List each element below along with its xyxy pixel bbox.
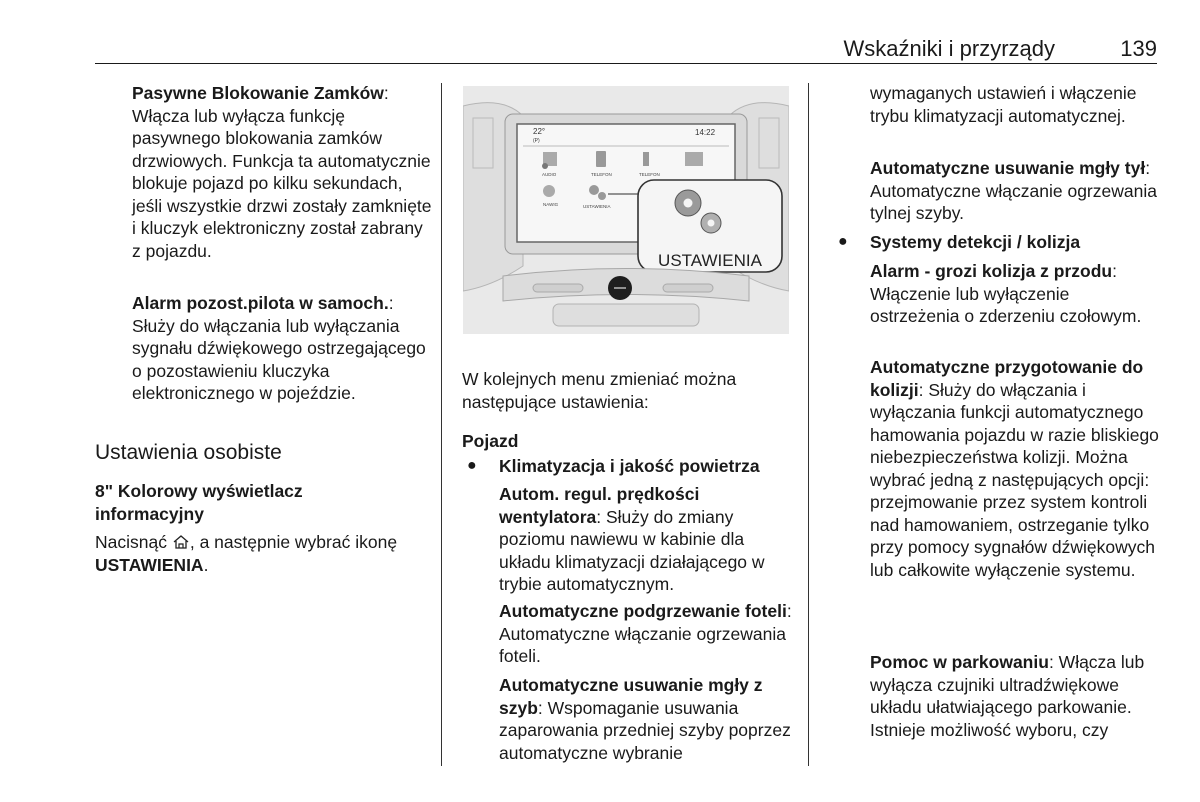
section-heading: Ustawienia osobiste: [95, 441, 282, 464]
setting-description: Włącza lub wyłącza funkcję pasywnego blokowania zamków drzwiowych. Funkcja ta automatycznie blokuje pojazd po kilku sekundach, jeśli wszystkie drzwi zostały zamknięte i kluczyk elektroniczny został zabrany z pojazdu.: [132, 105, 432, 261]
bullet-dot-icon: ●: [838, 233, 848, 250]
instruction-keyword: USTAWIENIA: [95, 554, 204, 575]
intro-text: W kolejnych menu zmieniać można następujące ustawienia:: [462, 369, 737, 412]
running-title: Wskaźniki i przyrządy: [843, 36, 1055, 61]
setting-collision-prep: Automatyczne przygotowanie do kolizji: Służy do włączania i wyłączania funkcji automatycznego hamowania pojazdu w razie bliskiego niebezpieczeństwa kolizji. Można wybrać jedną z następujących opcji: przejmowanie przez system kontroli nad hamowaniem, ostrzeganie tylko przy pomocy sygnałów dźwiękowych lub całkowite wyłączenie systemu.: [870, 357, 1159, 580]
setting-description: Służy do zmiany poziomu nawiewu w kabinie dla układu klimatyzacji działającego w trybie automatycznym.: [499, 506, 765, 594]
setting-title: Automatyczne usuwanie mgły tył: [870, 158, 1146, 178]
home-icon: [172, 534, 190, 550]
infotainment-figure: [463, 86, 789, 334]
svg-text:(P): (P): [533, 138, 540, 144]
page-header: [95, 33, 1157, 64]
setting-description: Służy do włączania i wyłączania funkcji automatycznego hamowania pojazdu w razie bliskiego niebezpieczeństwa kolizji. Można wybrać jedną z następujących opcji: przejmowanie przez system kontroli nad hamowaniem, ostrzeganie tylko przy pomocy sygnałów dźwiękowych lub całkowite wyłączenie systemu.: [870, 379, 1159, 580]
setting-title: Pasywne Blokowanie Zamków: [132, 83, 384, 103]
setting-title: Automatyczne przygotowanie do kolizji: [870, 357, 1144, 400]
screen-icon-label: NAWIG: [543, 202, 559, 207]
bullet-item: [833, 231, 1163, 254]
continued-text: wymaganych ustawień i włączenie trybu klimatyzacji automatycznej.: [870, 83, 1137, 126]
setting-fan-speed: Autom. regul. prędkości wentylatora: Służy do zmiany poziomu nawiewu w kabinie dla układu klimatyzacji działającego w trybie automatycznym.: [499, 484, 765, 594]
page-number: 139: [1120, 36, 1157, 61]
callout-label: USTAWIENIA: [658, 251, 762, 270]
bullet-label: Klimatyzacja i jakość powietrza: [499, 456, 760, 476]
instruction-part: Nacisnąć: [95, 532, 172, 552]
setting-rear-defog: Automatyczne usuwanie mgły tył: Automatyczne włączanie ogrzewania tylnej szyby.: [870, 158, 1157, 223]
setting-defog: Automatyczne usuwanie mgły z szyb: Wspomaganie usuwania zaparowania przedniej szyby poprzez automatyczne wybranie: [499, 675, 791, 763]
setting-title: Alarm - grozi kolizja z przodu: [870, 261, 1113, 281]
setting-description: Włącza lub wyłącza czujniki ultradźwiękowe układu ułatwiającego parkowanie. Istnieje możliwość wyboru, czy: [870, 652, 1145, 740]
instruction-text: [95, 531, 405, 576]
screen-icon-label: AUDIO: [542, 172, 557, 177]
setting-description: Włączenie lub wyłączenie ostrzeżenia o zderzeniu czołowym.: [870, 283, 1142, 326]
setting-description: Automatyczne włączanie ogrzewania tylnej szyby.: [870, 180, 1157, 223]
instruction-part: .: [203, 554, 209, 575]
screen-icon-label: USTAWIENIA: [583, 204, 611, 209]
navigation-icon: [543, 185, 555, 197]
screen-icon-label: TELEFON: [591, 172, 612, 177]
setting-description: Służy do włączania lub wyłączania sygnału dźwiękowego ostrzegającego o pozostawieniu kluczyka elektronicznego w pojeździe.: [132, 315, 426, 403]
gallery-icon: [685, 152, 703, 166]
setting-forward-collision: Alarm - grozi kolizja z przodu: Włączenie lub wyłączenie ostrzeżenia o zderzeniu czołowym.: [870, 261, 1142, 326]
phone-icon: [596, 151, 606, 167]
setting-title: Autom. regul. prędkości wentylatora: [499, 484, 700, 527]
infotainment-illustration: [463, 86, 789, 334]
phone-handset-icon: [643, 152, 649, 166]
setting-title: Automatyczne podgrzewanie foteli: [499, 601, 787, 621]
setting-passive-locking: Pasywne Blokowanie Zamków: Włącza lub wyłącza funkcję pasywnego blokowania zamków drzwiowych. Funkcja ta automatycznie blokuje pojazd po kilku sekundach, jeśli wszystkie drzwi zostały zamknięte i kluczyk elektroniczny został zabrany z pojazdu.: [132, 83, 432, 261]
setting-description: Automatyczne włączanie ogrzewania foteli.: [499, 623, 786, 666]
setting-park-assist: Pomoc w parkowaniu: Włącza lub wyłącza czujniki ultradźwiękowe układu ułatwiającego parkowanie. Istnieje możliwość wyboru, czy: [870, 652, 1145, 740]
setting-seat-heating: Automatyczne podgrzewanie foteli: Automatyczne włączanie ogrzewania foteli.: [499, 601, 792, 666]
setting-key-left-alarm: Alarm pozost.pilota w samoch.: Służy do włączania lub wyłączania sygnału dźwiękowego ostrzegającego o pozostawieniu kluczyka elektronicznego w pojeździe.: [132, 293, 426, 403]
group-heading: Pojazd: [462, 431, 519, 451]
subheading: 8" Kolorowy wyświetlacz informacyjny: [95, 481, 303, 524]
setting-description: Wspomaganie usuwania zaparowania przedniej szyby poprzez automatyczne wybranie: [499, 697, 791, 763]
screen-icon-label: TELEFON: [639, 172, 660, 177]
screen-temperature: 22°: [533, 127, 546, 136]
instruction-part: , a następnie wybrać ikonę: [189, 532, 398, 552]
screen-time: 14:22: [695, 128, 716, 137]
column-divider-1: [441, 83, 442, 766]
bullet-label: Systemy detekcji / kolizja: [870, 232, 1081, 252]
column-divider-2: [808, 83, 809, 766]
setting-title: Alarm pozost.pilota w samoch.: [132, 293, 389, 313]
setting-title: Pomoc w parkowaniu: [870, 652, 1049, 672]
bullet-item: [462, 455, 792, 478]
bullet-dot-icon: ●: [467, 457, 477, 474]
setting-title: Automatyczne usuwanie mgły z szyb: [499, 675, 763, 718]
